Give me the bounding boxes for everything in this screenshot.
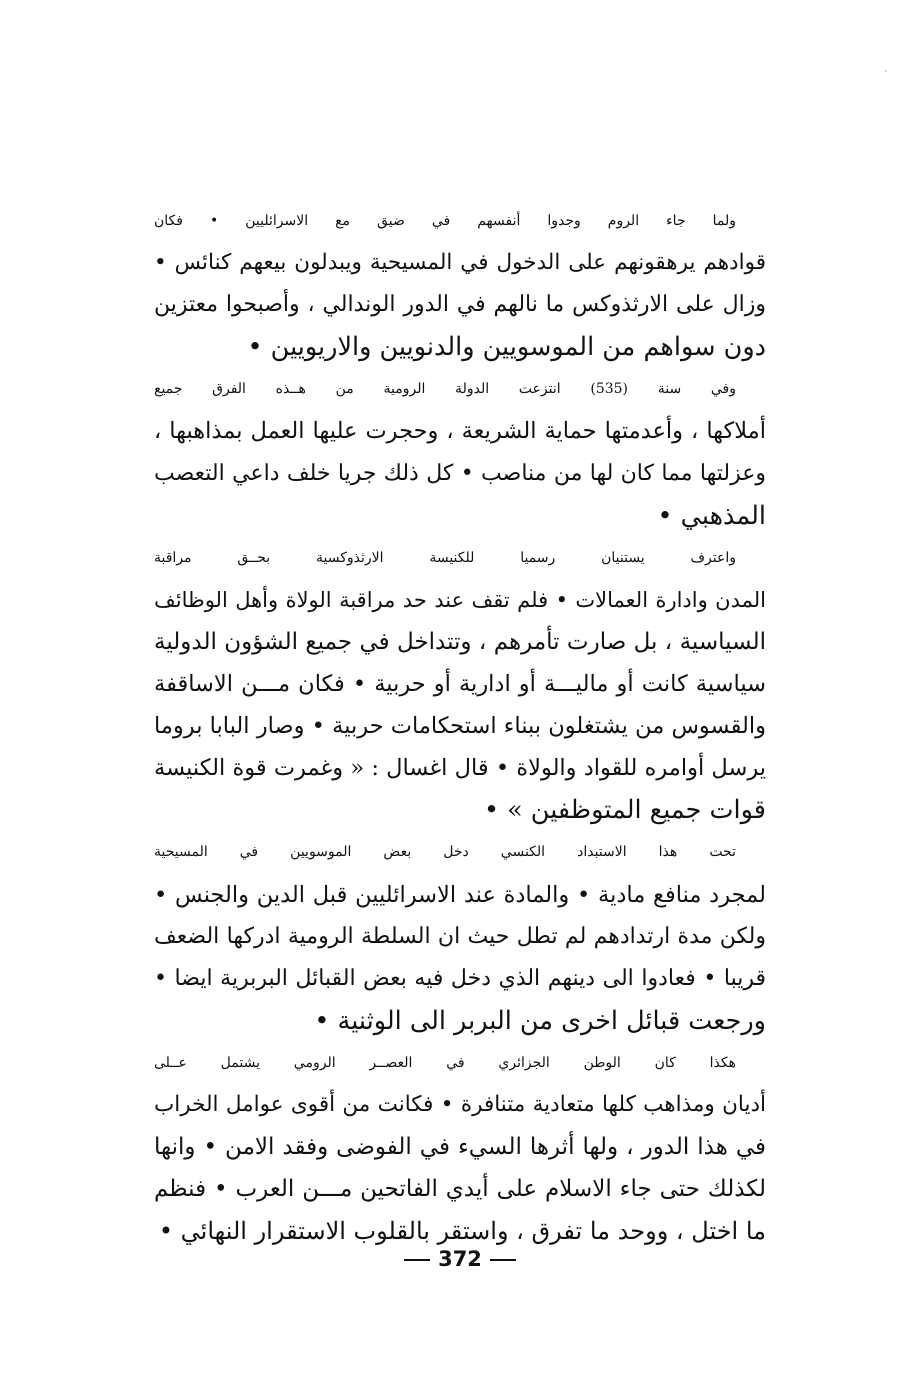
page-number: 372 [438, 1247, 482, 1271]
text-line: المدن وادارة العمالات • فلم تقف عند حد مراقبة الولاة وأهل الوظائف [154, 587, 766, 612]
text-line: واعترف يستنيان رسميا للكنيسة الارثذوكسية بحــق مراقبة [154, 549, 736, 566]
page-footer [0, 1247, 920, 1271]
text-line: أملاكها ، وأعدمتها حماية الشريعة ، وحجرت عليها العمل بمذاهبها ، [154, 418, 766, 445]
text-line: قوادهم يرهقونهم على الدخول في المسيحية ويبدلون بيعهم كنائس • [154, 250, 766, 276]
text-line: وعزلتها مما كان لها من مناصب • كل ذلك جريا خلف داعي التعصب [154, 460, 766, 486]
text-line: ما اختل ، ووحد ما تفرق ، واستقر بالقلوب الاستقرار النهائي • [158, 1217, 766, 1246]
text-line: والقسوس من يشتغلون ببناء استحكامات حربية • وصار البابا بروما [154, 713, 766, 740]
text-line: أديان ومذاهب كلها متعادية متنافرة • فكانت من أقوى عوامل الخراب [154, 1091, 766, 1117]
scan-speck [885, 70, 887, 72]
footer-dash-left [404, 1259, 430, 1261]
text-line: قريبا • فعادوا الى دينهم الذي دخل فيه بعض القبائل البربرية ايضا • [154, 965, 766, 991]
text-line: ورجعت قبائل اخرى من البربر الى الوثنية • [314, 1005, 766, 1036]
footer-dash-right [490, 1259, 516, 1261]
text-line: في هذا الدور ، ولها أثرها السيء في الفوضى وفقد الامن • وانها [154, 1134, 766, 1161]
text-line: سياسية كانت أو ماليـــة أو ادارية أو حربية • فكان مـــن الاساقفة [154, 671, 766, 698]
text-line: لمجرد منافع مادية • والمادة عند الاسرائليين قبل الدين والجنس • [154, 881, 766, 908]
text-line: وفي سنة (535) انتزعت الدولة الرومية من هــذه الفرق جميع [154, 381, 736, 398]
text-line: قوات جميع المتوظفين » • [483, 795, 766, 826]
body-text [154, 200, 766, 1252]
text-line: يرسل أوامره للقواد والولاة • قال اغسال : « وغمرت قوة الكنيسة [154, 755, 766, 782]
text-line: دون سواهم من الموسويين والدنويين والاريويين • [247, 332, 766, 363]
text-line: السياسية ، بل صارت تأمرهم ، وتتداخل في جميع الشؤون الدولية [154, 628, 766, 655]
text-line: هكذا كان الوطن الجزائري في العصــر الرومي يشتمل عــلى [154, 1054, 736, 1071]
text-line: لكذلك حتى جاء الاسلام على أيدي الفاتحين مـــن العرب • فنظم [154, 1176, 766, 1203]
text-line: ولما جاء الروم وجدوا أنفسهم في ضيق مع الاسرائليين • فكان [154, 213, 736, 229]
text-line: تحت هذا الاستبداد الكنسي دخل بعض الموسويين في المسيحية [154, 844, 736, 861]
text-line: ولكن مدة ارتدادهم لم تطل حيث ان السلطة الرومية ادركها الضعف [154, 923, 766, 949]
text-line: المذهبي • [657, 500, 766, 531]
text-line: وزال على الارثذوكس ما نالهم في الدور الوندالي ، وأصبحوا معتزين [154, 292, 766, 318]
